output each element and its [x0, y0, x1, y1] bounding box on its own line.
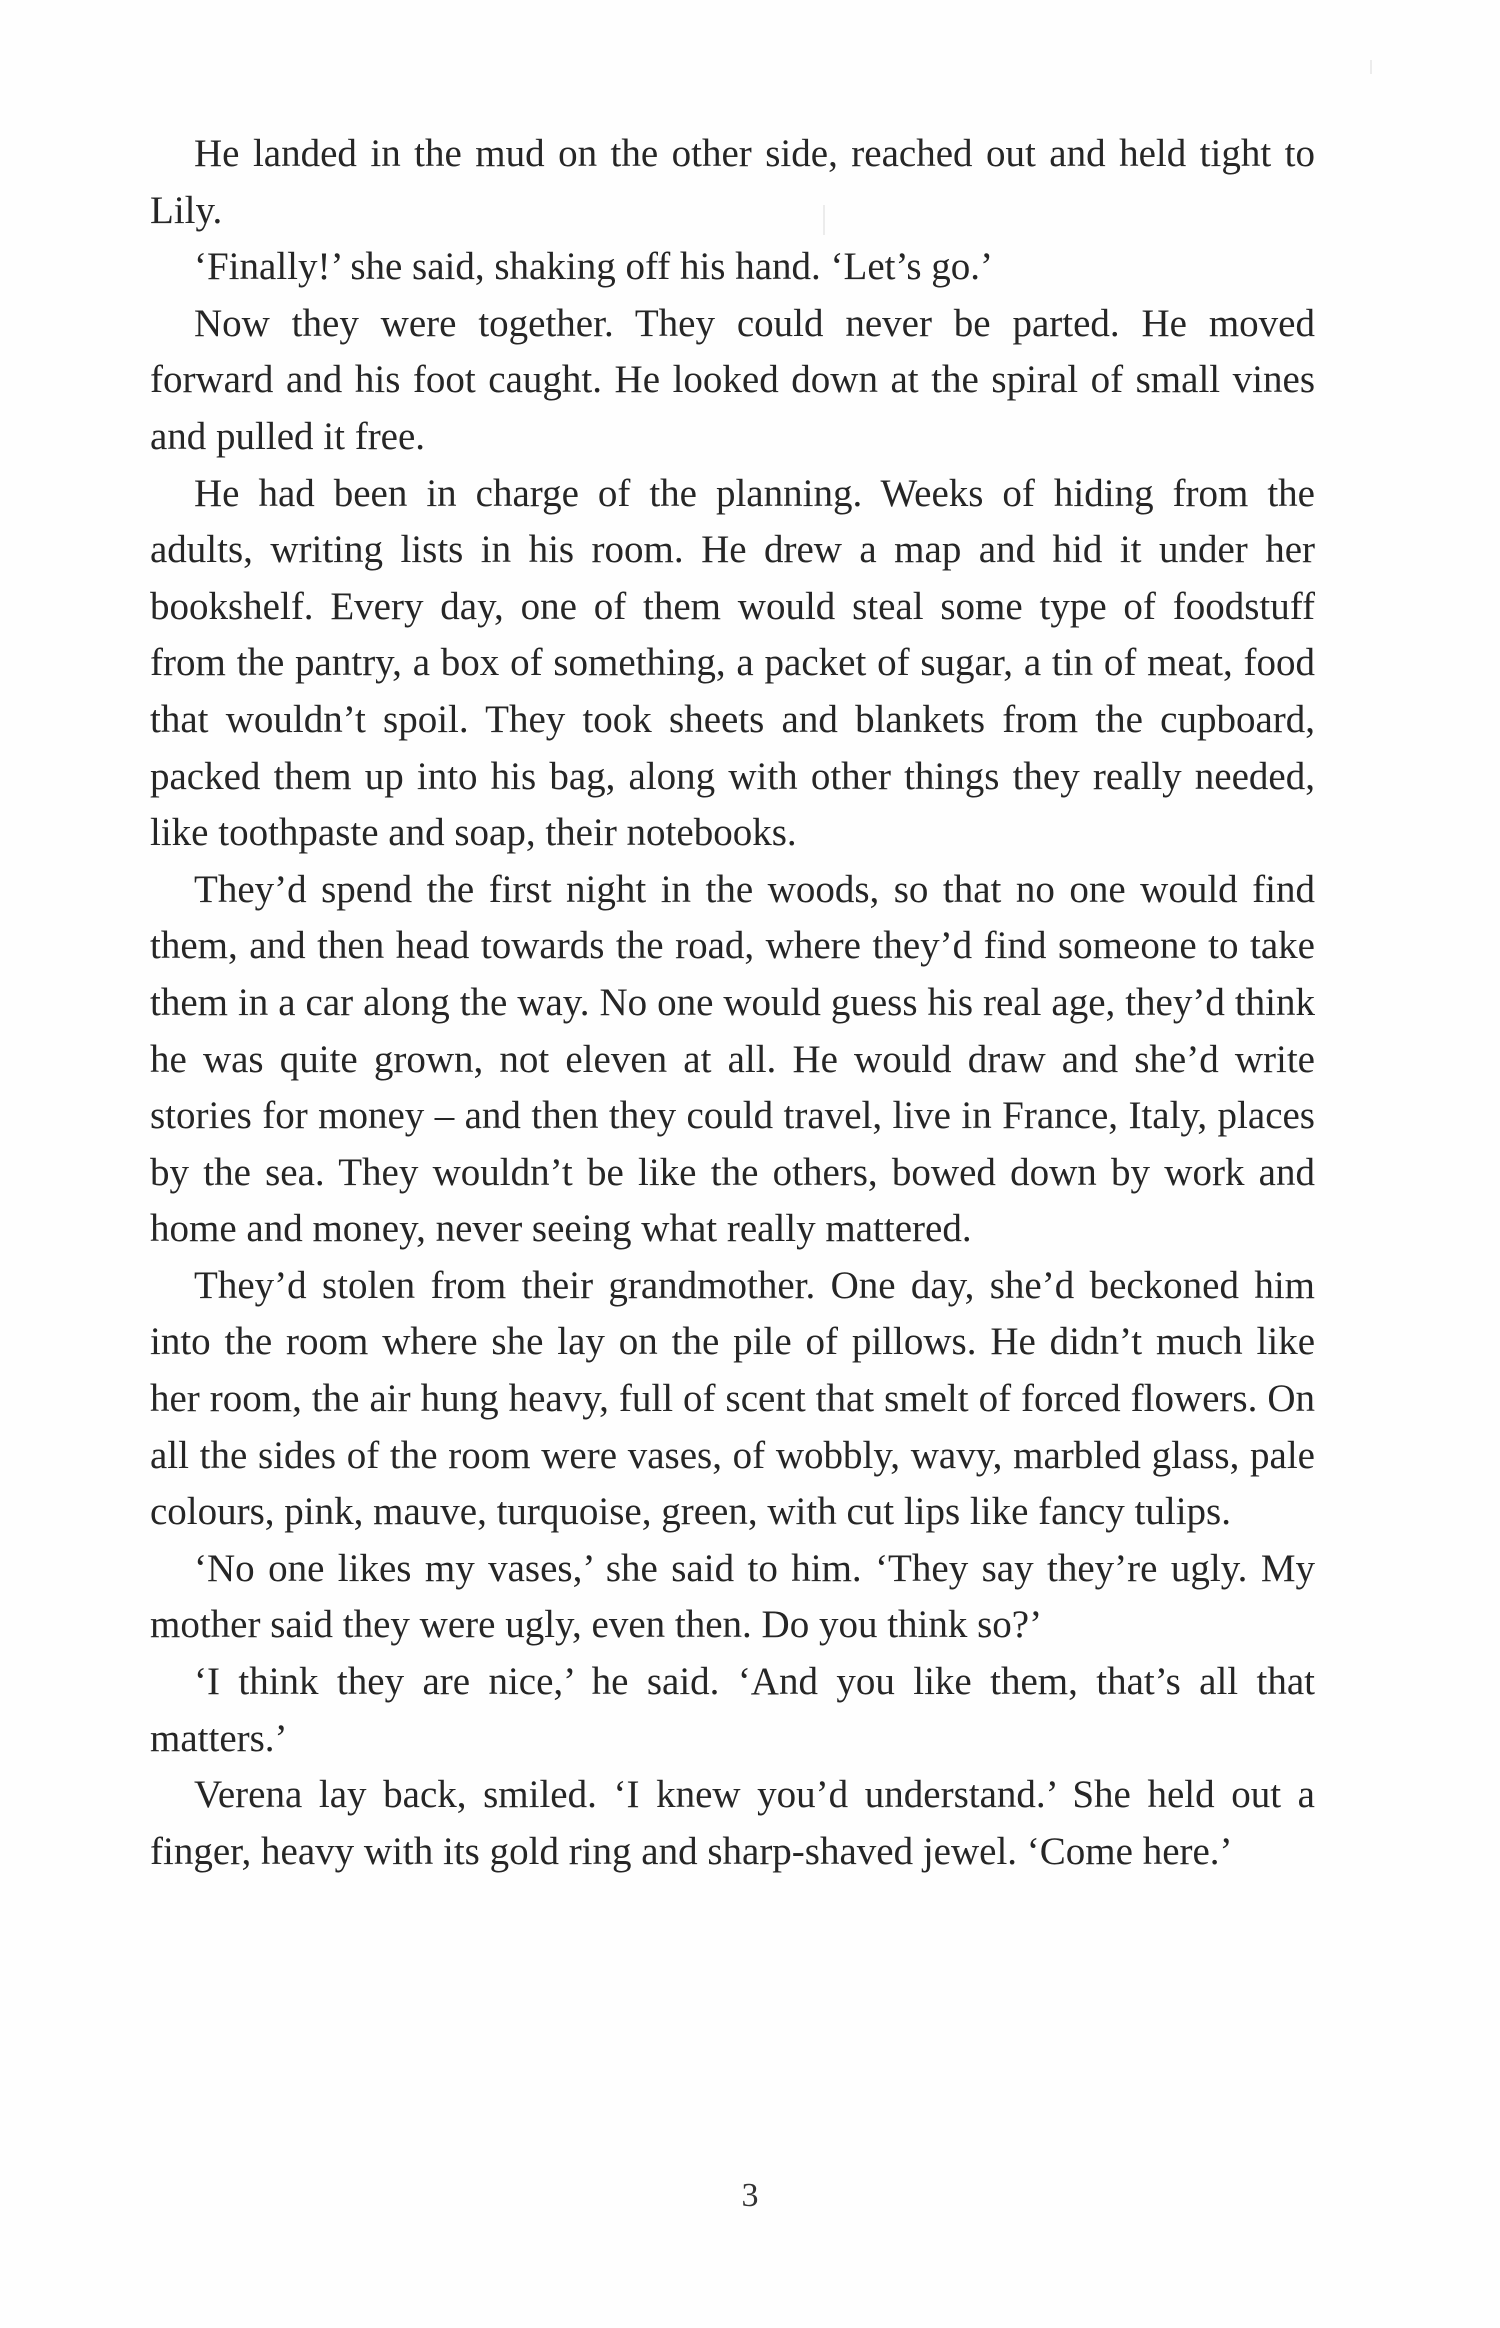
paragraph: ‘I think they are nice,’ he said. ‘And you like them, that’s all that matters.’: [150, 1660, 1315, 1760]
paragraph: They’d spend the first night in the woods, so that no one would find them, and then head towards the road, where they’d find someone to take them in a car along the way. No one would guess his real age, they’d think he was quite grown, not eleven at all. He would draw and she’d write stories for money – and then they could travel, live in France, Italy, places by the sea. They wouldn’t be like the others, bowed down by work and home and money, never seeing what really mattered.: [150, 867, 1315, 1251]
paragraph: Now they were together. They could never be parted. He moved forward and his foot caught. He looked down at the spiral of small vines and pulled it free.: [150, 301, 1315, 458]
paragraph: He had been in charge of the planning. Weeks of hiding from the adults, writing lists in his room. He drew a map and hid it under her bookshelf. Every day, one of them would steal some type of foodstuff from the pantry, a box of something, a packet of sugar, a tin of meat, food that wouldn’t spoil. They took sheets and blankets from the cupboard, packed them up into his bag, along with other things they really needed, like toothpaste and soap, their notebooks.: [150, 471, 1315, 855]
paragraph: He landed in the mud on the other side, reached out and held tight to Lily.: [150, 132, 1315, 232]
paragraph: They’d stolen from their grandmother. One day, she’d beckoned him into the room where she lay on the pile of pillows. He didn’t much like her room, the air hung heavy, full of scent that smelt of forced flowers. On all the sides of the room were vases, of wobbly, wavy, marbled glass, pale colours, pink, mauve, turquoise, green, with cut lips like fancy tulips.: [150, 1263, 1315, 1534]
paragraph: ‘No one likes my vases,’ she said to him. ‘They say they’re ugly. My mother said they were ugly, even then. Do you think so?’: [150, 1546, 1315, 1647]
body-text: [150, 126, 1315, 1880]
paragraph: Verena lay back, smiled. ‘I knew you’d understand.’ She held out a finger, heavy with its gold ring and sharp-shaved jewel. ‘Come here.’: [150, 1773, 1315, 1873]
paragraph: ‘Finally!’ she said, shaking off his hand. ‘Let’s go.’: [194, 245, 994, 289]
scan-artifact: [1370, 60, 1372, 74]
page-number: 3: [741, 2177, 759, 2214]
